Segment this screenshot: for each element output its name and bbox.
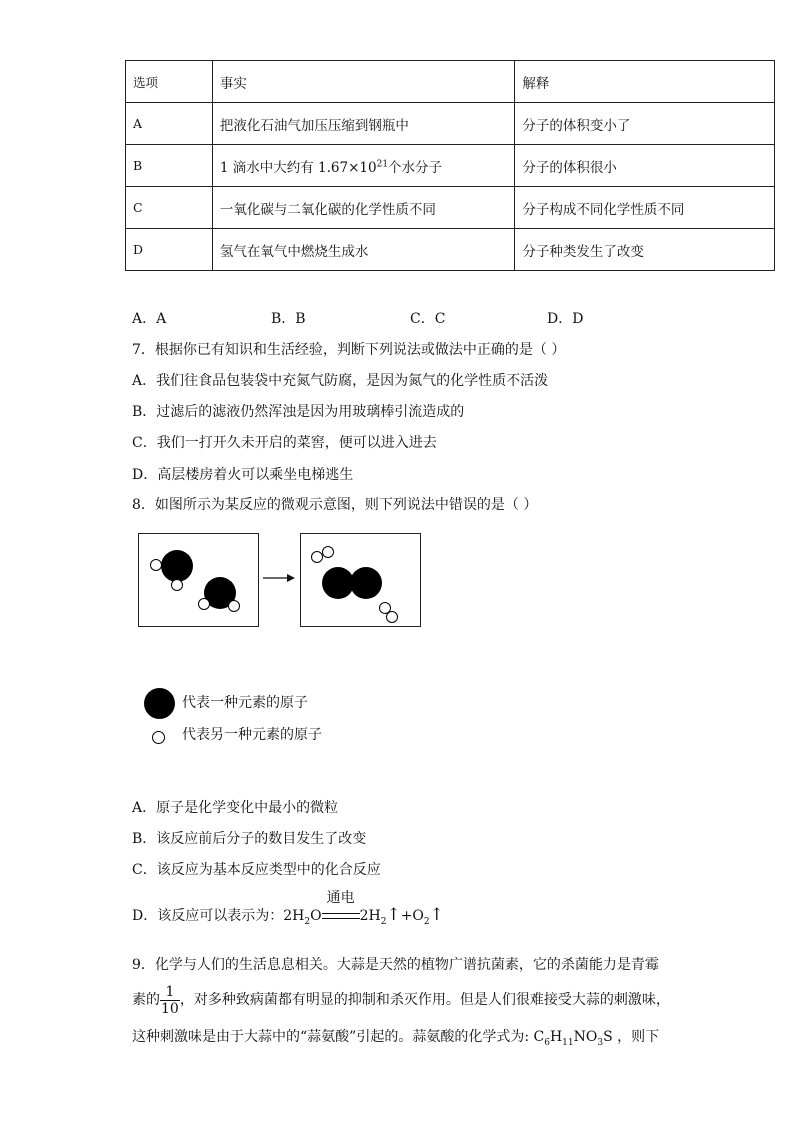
q9-line3-prefix: 这种刺激味是由于大蒜中的“蒜氨酸”引起的。蒜氨酸的化学式为: xyxy=(132,1029,534,1045)
row-explanation: 分子的体积变小了 xyxy=(515,103,775,145)
q8-option-a: A．原子是化学变化中最小的微粒 xyxy=(132,800,339,816)
facts-table xyxy=(125,60,775,271)
fact-text: 1 滴水中大约有 1.67×10 xyxy=(219,159,377,176)
row-option: A xyxy=(126,103,213,145)
table-row xyxy=(126,145,775,187)
q6-choice-a: A．A xyxy=(132,311,167,327)
q8-option-d: D．该反应可以表示为：$2H_2O$ 通电 $2H_2↑+O_2↑$ xyxy=(132,890,444,927)
table-row xyxy=(126,103,775,145)
white-atom xyxy=(171,579,183,591)
header-fact: 事实 xyxy=(212,61,515,103)
q7-option-b: B．过滤后的滤液仍然浑浊是因为用玻璃棒引流造成的 xyxy=(132,404,465,420)
fact-text: 个水分子 xyxy=(388,159,443,176)
row-fact: 氢气在氧气中燃烧生成水 xyxy=(212,229,515,271)
q8-option-c: C．该反应为基本反应类型中的化合反应 xyxy=(132,862,381,878)
q6-choice-b: B．B xyxy=(271,311,306,327)
q6-choice-d: D．D xyxy=(547,311,584,327)
white-atom xyxy=(198,598,210,610)
reaction-arrow-icon xyxy=(262,572,296,584)
row-explanation: 分子的体积很小 xyxy=(515,145,775,187)
option-d-prefix: D．该反应可以表示为： xyxy=(132,908,284,924)
fraction-numerator: 1 xyxy=(160,984,180,1001)
q8-option-b: B．该反应前后分子的数目发生了改变 xyxy=(132,831,367,847)
row-fact: 把液化石油气加压压缩到钢瓶中 xyxy=(212,103,515,145)
exponent: 21 xyxy=(376,159,389,169)
legend-white-atom-icon xyxy=(152,731,165,744)
row-option: C xyxy=(126,187,213,229)
white-atom xyxy=(386,611,398,623)
q9-line2-suffix: ，对多种致病菌都有明显的抑制和杀灭作用。但是人们很难接受大蒜的刺激味， xyxy=(179,992,670,1008)
white-atom xyxy=(150,559,162,571)
white-atom xyxy=(228,600,240,612)
row-option: B xyxy=(126,145,213,187)
q7-option-d: D．高层楼房着火可以乘坐电梯逃生 xyxy=(132,467,354,483)
white-atom xyxy=(322,546,334,558)
reactants-box xyxy=(138,533,259,627)
q7-option-a: A．我们往食品包装袋中充氮气防腐，是因为氮气的化学性质不活泼 xyxy=(132,373,549,389)
table-row xyxy=(126,229,775,271)
row-explanation: 分子构成不同化学性质不同 xyxy=(515,187,775,229)
q8-stem: 8．如图所示为某反应的微观示意图，则下列说法中错误的是（ ） xyxy=(132,497,538,513)
legend-black-label: 代表一种元素的原子 xyxy=(182,695,308,711)
table-row xyxy=(126,187,775,229)
q9-line3: 这种刺激味是由于大蒜中的“蒜氨酸”引起的。蒜氨酸的化学式为: $C_6H_{11}NO_3S$ ，则下 xyxy=(132,1029,660,1048)
q9-line2 xyxy=(132,982,670,1018)
fraction-denominator: 10 xyxy=(161,1000,179,1017)
q7-stem: 7．根据你已有知识和生活经验，判断下列说法或做法中正确的是（ ） xyxy=(132,342,566,358)
condition-label: 通电 xyxy=(326,890,355,906)
q6-choice-c: C．C xyxy=(410,311,446,327)
row-option: D xyxy=(126,229,213,271)
q9-line2-prefix: 素的 xyxy=(132,992,160,1008)
header-explanation: 解释 xyxy=(515,61,775,103)
black-atom xyxy=(350,567,382,599)
row-fact: 一氧化碳与二氧化碳的化学性质不同 xyxy=(212,187,515,229)
products-box xyxy=(300,533,421,627)
legend-black-atom-icon xyxy=(144,688,175,719)
reaction-condition xyxy=(322,890,360,926)
row-explanation: 分子种类发生了改变 xyxy=(515,229,775,271)
q9-line1: 9．化学与人们的生活息息相关。大蒜是天然的植物广谱抗菌素，它的杀菌能力是青霉 xyxy=(132,957,659,973)
q9-line3-suffix: ，则下 xyxy=(612,1029,660,1045)
fraction xyxy=(160,984,180,1017)
black-atom xyxy=(161,550,193,582)
legend-white-label: 代表另一种元素的原子 xyxy=(182,727,322,743)
table-header-row xyxy=(126,61,775,103)
q7-option-c: C．我们一打开久未开启的菜窖，便可以进入进去 xyxy=(132,435,437,451)
row-fact xyxy=(212,145,515,187)
header-option: 选项 xyxy=(126,61,213,103)
